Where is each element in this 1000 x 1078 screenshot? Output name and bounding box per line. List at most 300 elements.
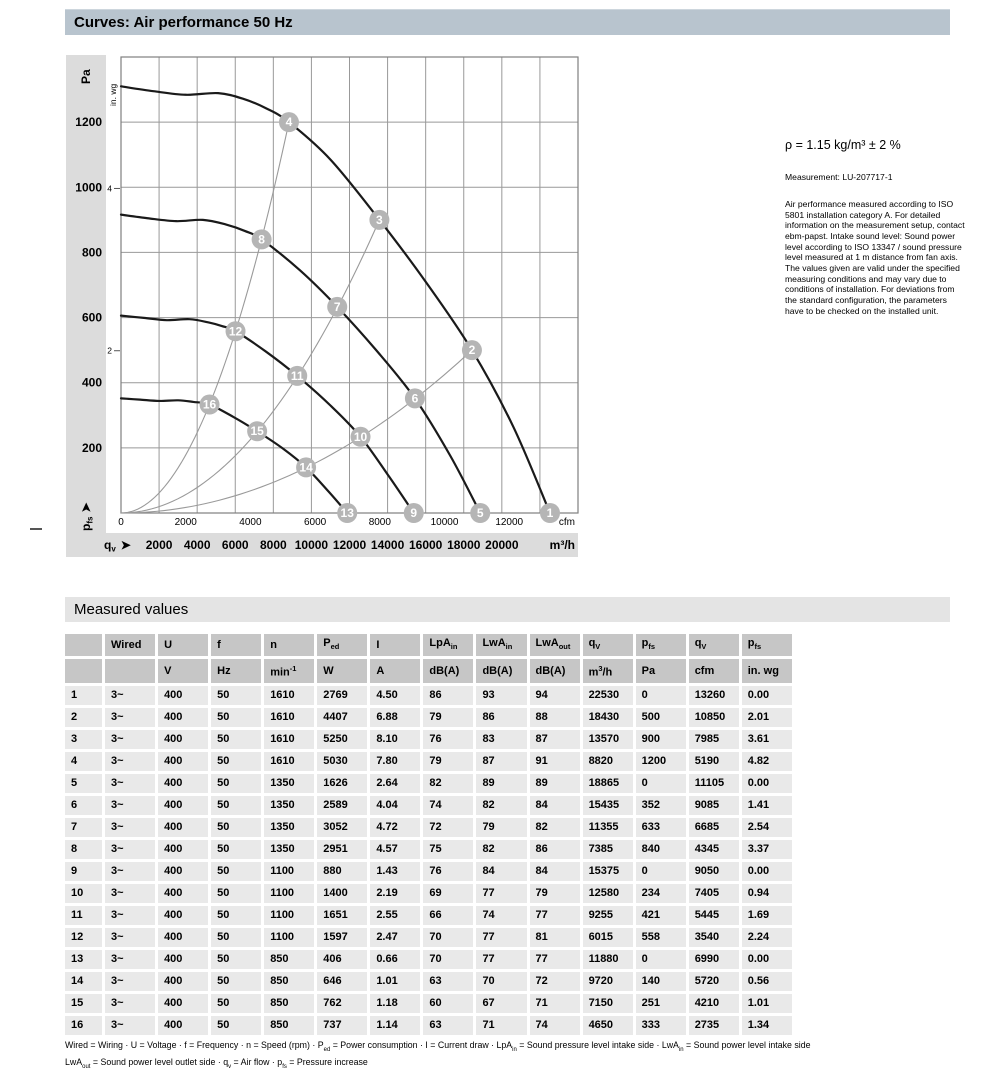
operating-point-number: 8 (258, 232, 265, 247)
col-unit: Hz (208, 659, 261, 683)
table-cell: 50 (208, 818, 261, 837)
table-cell: 4.82 (739, 752, 792, 771)
table-cell: 79 (420, 752, 473, 771)
m3h-tick-label: 2000 (145, 538, 173, 552)
table-cell: 7385 (580, 840, 633, 859)
col-unit: dB(A) (420, 659, 473, 683)
table-cell: 646 (314, 972, 367, 991)
table-cell: 2.55 (367, 906, 420, 925)
page-margin-mark (30, 528, 42, 530)
operating-point-number: 1 (546, 506, 554, 520)
col-unit: in. wg (739, 659, 792, 683)
measurement-id-note: Measurement: LU-207717-1 (785, 172, 893, 182)
table-cell: 13 (65, 950, 102, 969)
table-cell: 82 (473, 840, 526, 859)
table-cell: 11105 (686, 774, 739, 793)
table-cell: 1200 (633, 752, 686, 771)
table-cell: 1350 (261, 796, 314, 815)
table-cell: 2735 (686, 1016, 739, 1035)
y-tick-label: 1000 (75, 180, 102, 195)
table-cell: 1100 (261, 928, 314, 947)
table-cell: 9255 (580, 906, 633, 925)
density-note: ρ = 1.15 kg/m³ ± 2 % (785, 138, 901, 152)
table-cell: 1.43 (367, 862, 420, 881)
table-cell: 50 (208, 1016, 261, 1035)
table-cell: 4345 (686, 840, 739, 859)
table-cell: 87 (473, 752, 526, 771)
table-cell: 1.18 (367, 994, 420, 1013)
table-cell: 3.37 (739, 840, 792, 859)
table-cell: 76 (420, 862, 473, 881)
table-cell: 8.10 (367, 730, 420, 749)
table-cell: 3~ (102, 950, 155, 969)
table-cell: 67 (473, 994, 526, 1013)
table-row (65, 972, 792, 991)
table-cell: 3~ (102, 752, 155, 771)
col-header: U (155, 634, 208, 656)
table-cell: 400 (155, 1016, 208, 1035)
table-cell: 2951 (314, 840, 367, 859)
operating-point-number: 9 (410, 506, 418, 520)
table-cell: 737 (314, 1016, 367, 1035)
y-axis-band (66, 55, 106, 557)
table-cell: 421 (633, 906, 686, 925)
table-cell: 5030 (314, 752, 367, 771)
operating-point-number: 11 (290, 368, 304, 383)
table-cell: 79 (527, 884, 580, 903)
col-unit: Pa (633, 659, 686, 683)
table-cell: 3~ (102, 774, 155, 793)
table-cell: 400 (155, 862, 208, 881)
operating-point-number: 2 (468, 343, 476, 358)
col-header: LwA$_{in}$ (473, 634, 526, 656)
table-cell: 0 (633, 774, 686, 793)
inwg-tick-label: 2 (107, 345, 112, 356)
table-cell: 900 (633, 730, 686, 749)
system-resistance-line (121, 220, 379, 513)
table-cell: 1610 (261, 686, 314, 705)
table-cell: 2.54 (739, 818, 792, 837)
table-cell: 4210 (686, 994, 739, 1013)
m3h-tick-label: 14000 (370, 538, 405, 552)
table-cell: 8820 (580, 752, 633, 771)
cfm-tick-label: 12000 (495, 517, 524, 528)
table-cell: 10 (65, 884, 102, 903)
table-cell: 5720 (686, 972, 739, 991)
table-cell: 77 (527, 906, 580, 925)
cfm-tick-label: 10000 (430, 517, 459, 528)
table-cell: 72 (420, 818, 473, 837)
table-cell: 9085 (686, 796, 739, 815)
measurement-description: Air performance measured according to ISO 5801 installation category A. For detailed information on the measurement setup, contact ebm-papst. Intake sound level: Sound power level according to ISO 13347 / sound pressure level measured at 1 m distance from fan axis. The values given are valid under the specified measuring conditions and may vary due to conditions of installation. For deviations from the standard configuration, the parameters have to be checked on the installed unit. (785, 199, 965, 316)
m3h-tick-label: 12000 (332, 538, 367, 552)
y-axis-unit-pa: Pa (79, 69, 93, 84)
table-cell: 251 (633, 994, 686, 1013)
table-cell: 74 (527, 1016, 580, 1035)
table-cell: 2 (65, 708, 102, 727)
m3h-tick-label: 6000 (221, 538, 249, 552)
col-header: $p_{fs}$ (633, 634, 686, 656)
table-cell: 1610 (261, 752, 314, 771)
col-header: $q_V$ (686, 634, 739, 656)
table-cell: 0.00 (739, 862, 792, 881)
table-cell: 500 (633, 708, 686, 727)
table-row (65, 796, 792, 815)
legend-line-2: LwA$_{out}$ = Sound power level outlet side · $q_v$ = Air flow · $p_{fs}$ = Pressure increase (65, 1057, 368, 1070)
cfm-unit-label: cfm (558, 517, 575, 528)
table-cell: 7985 (686, 730, 739, 749)
y-axis-unit-inwg: in. wg (108, 83, 118, 106)
table-cell: 1350 (261, 774, 314, 793)
table-cell: 77 (473, 884, 526, 903)
cfm-tick-label: 8000 (368, 517, 391, 528)
table-cell: 400 (155, 752, 208, 771)
table-cell: 84 (527, 796, 580, 815)
table-cell: 1.69 (739, 906, 792, 925)
table-cell: 2.19 (367, 884, 420, 903)
cfm-tick-label: 6000 (303, 517, 327, 528)
operating-point-number: 16 (202, 397, 217, 412)
table-cell: 1100 (261, 884, 314, 903)
table-cell: 86 (420, 686, 473, 705)
col-unit: W (314, 659, 367, 683)
col-header: f (208, 634, 261, 656)
x-axis-label-qv: $q_v$ ➤ (104, 538, 131, 554)
table-cell: 50 (208, 972, 261, 991)
table-cell: 15375 (580, 862, 633, 881)
table-cell: 50 (208, 708, 261, 727)
col-unit: $\min^{-1}$ (261, 659, 314, 683)
table-row (65, 994, 792, 1013)
table-row (65, 774, 792, 793)
table-cell: 400 (155, 818, 208, 837)
col-header: LpA$_{in}$ (420, 634, 473, 656)
table-cell: 406 (314, 950, 367, 969)
col-header (65, 634, 102, 656)
col-unit: A (367, 659, 420, 683)
table-cell: 400 (155, 730, 208, 749)
table-cell: 633 (633, 818, 686, 837)
section-title-measured-values (65, 597, 950, 622)
table-cell: 333 (633, 1016, 686, 1035)
table-cell: 5250 (314, 730, 367, 749)
m3h-tick-label: 20000 (485, 538, 519, 552)
table-cell: 50 (208, 862, 261, 881)
operating-point-number: 13 (340, 506, 354, 520)
table-cell: 93 (473, 686, 526, 705)
table-cell: 7 (65, 818, 102, 837)
table-cell: 89 (527, 774, 580, 793)
measured-values-table (65, 631, 792, 1038)
abbreviations-legend (65, 1038, 995, 1072)
measured-values-title-text: Measured values (74, 601, 189, 618)
m3h-tick-label: 18000 (447, 538, 481, 552)
table-cell: 400 (155, 686, 208, 705)
table-cell: 9720 (580, 972, 633, 991)
cfm-tick-label: 0 (118, 517, 124, 528)
table-cell: 12580 (580, 884, 633, 903)
table-cell: 850 (261, 994, 314, 1013)
table-cell: 81 (527, 928, 580, 947)
table-cell: 10850 (686, 708, 739, 727)
table-cell: 7150 (580, 994, 633, 1013)
operating-point-number: 6 (411, 391, 419, 406)
table-cell: 89 (473, 774, 526, 793)
table-cell: 87 (527, 730, 580, 749)
table-cell: 7.80 (367, 752, 420, 771)
operating-point-number: 4 (285, 115, 293, 130)
table-cell: 1597 (314, 928, 367, 947)
table-cell: 3~ (102, 730, 155, 749)
table-cell: 1400 (314, 884, 367, 903)
m3h-tick-label: 4000 (183, 538, 211, 552)
fan-curve-1100rpm (121, 316, 414, 513)
col-header: Wired (102, 634, 155, 656)
y-tick-label: 400 (81, 375, 102, 390)
table-cell: 11355 (580, 818, 633, 837)
table-cell: 7405 (686, 884, 739, 903)
table-cell: 4.72 (367, 818, 420, 837)
table-cell: 850 (261, 950, 314, 969)
table-row (65, 928, 792, 947)
section-title-curves (65, 9, 950, 35)
table-cell: 11 (65, 906, 102, 925)
table-row (65, 730, 792, 749)
table-cell: 850 (261, 972, 314, 991)
table-cell: 1100 (261, 906, 314, 925)
table-cell: 840 (633, 840, 686, 859)
table-row (65, 686, 792, 705)
table-cell: 4.04 (367, 796, 420, 815)
col-header: n (261, 634, 314, 656)
table-cell: 74 (420, 796, 473, 815)
table-cell: 4 (65, 752, 102, 771)
table-cell: 6990 (686, 950, 739, 969)
y-tick-label: 800 (81, 245, 102, 260)
table-cell: 1610 (261, 730, 314, 749)
table-cell: 2.47 (367, 928, 420, 947)
table-cell: 50 (208, 950, 261, 969)
table-cell: 3052 (314, 818, 367, 837)
table-cell: 77 (527, 950, 580, 969)
col-unit: dB(A) (527, 659, 580, 683)
table-cell: 50 (208, 906, 261, 925)
table-cell: 63 (420, 972, 473, 991)
table-cell: 400 (155, 928, 208, 947)
table-header (65, 634, 792, 683)
chart-notes (785, 138, 965, 316)
table-cell: 850 (261, 1016, 314, 1035)
table-cell: 72 (527, 972, 580, 991)
legend-line-1: Wired = Wiring · U = Voltage · f = Frequency · n = Speed $(rpm) \cdot P_{ed}$ = Power consumption · I = Current draw · LpA$_{in}$ = Sound pressure level intake side · LwA$_{in}$ = Sound power level intake side (65, 1040, 811, 1053)
table-cell: 16 (65, 1016, 102, 1035)
table-cell: 82 (420, 774, 473, 793)
table-cell: 9 (65, 862, 102, 881)
table-cell: 3~ (102, 972, 155, 991)
table-cell: 22530 (580, 686, 633, 705)
operating-point-number: 15 (250, 424, 264, 439)
table-cell: 0.56 (739, 972, 792, 991)
table-cell: 50 (208, 686, 261, 705)
table-cell: 0 (633, 950, 686, 969)
table-cell: 50 (208, 928, 261, 947)
table-row (65, 862, 792, 881)
header-row (65, 659, 792, 683)
table-cell: 0.00 (739, 950, 792, 969)
table-cell: 762 (314, 994, 367, 1013)
table-cell: 1.01 (367, 972, 420, 991)
operating-point-number: 14 (299, 460, 313, 475)
table-cell: 50 (208, 884, 261, 903)
table-cell: 6685 (686, 818, 739, 837)
table-cell: 352 (633, 796, 686, 815)
table-cell: 2589 (314, 796, 367, 815)
table-cell: 1350 (261, 818, 314, 837)
table-cell: 63 (420, 1016, 473, 1035)
table-cell: 77 (473, 950, 526, 969)
table-cell: 18865 (580, 774, 633, 793)
table-cell: 400 (155, 774, 208, 793)
table-cell: 140 (633, 972, 686, 991)
col-unit: $m^3/h$ (580, 659, 633, 683)
table-cell: 12 (65, 928, 102, 947)
cfm-tick-label: 4000 (239, 517, 262, 528)
col-unit: dB(A) (473, 659, 526, 683)
table-row (65, 708, 792, 727)
table-row (65, 884, 792, 903)
table-cell: 4.57 (367, 840, 420, 859)
table-cell: 3~ (102, 906, 155, 925)
table-cell: 13570 (580, 730, 633, 749)
operating-point-number: 7 (333, 299, 341, 314)
table-cell: 5190 (686, 752, 739, 771)
table-cell: 4650 (580, 1016, 633, 1035)
table-cell: 50 (208, 730, 261, 749)
table-cell: 6.88 (367, 708, 420, 727)
table-cell: 3~ (102, 928, 155, 947)
operating-point-number: 12 (228, 324, 243, 339)
table-cell: 4407 (314, 708, 367, 727)
table-cell: 1100 (261, 862, 314, 881)
col-header: I (367, 634, 420, 656)
table-cell: 3~ (102, 862, 155, 881)
table-cell: 1651 (314, 906, 367, 925)
table-cell: 50 (208, 774, 261, 793)
table-cell: 0.94 (739, 884, 792, 903)
table-cell: 84 (527, 862, 580, 881)
table-cell: 71 (473, 1016, 526, 1035)
m3h-tick-label: 8000 (259, 538, 287, 552)
table-cell: 0 (633, 686, 686, 705)
table-cell: 1.34 (739, 1016, 792, 1035)
table-cell: 50 (208, 994, 261, 1013)
table-cell: 94 (527, 686, 580, 705)
table-cell: 11880 (580, 950, 633, 969)
table-cell: 1.41 (739, 796, 792, 815)
table-cell: 6015 (580, 928, 633, 947)
table-cell: 3 (65, 730, 102, 749)
col-header: $p_{fs}$ (739, 634, 792, 656)
table-cell: 13260 (686, 686, 739, 705)
table-cell: 1350 (261, 840, 314, 859)
table-cell: 2.01 (739, 708, 792, 727)
table-cell: 60 (420, 994, 473, 1013)
table-cell: 3~ (102, 686, 155, 705)
table-cell: 5445 (686, 906, 739, 925)
table-row (65, 840, 792, 859)
y-axis-label-pfs: $p_{fs}➤$ (79, 502, 95, 531)
col-header: LwA$_{out}$ (527, 634, 580, 656)
table-cell: 74 (473, 906, 526, 925)
table-cell: 70 (420, 928, 473, 947)
table-row (65, 1016, 792, 1035)
operating-point-number: 10 (353, 429, 368, 444)
table-cell: 15435 (580, 796, 633, 815)
table-cell: 79 (420, 708, 473, 727)
table-row (65, 752, 792, 771)
table-cell: 6 (65, 796, 102, 815)
operating-point-number: 5 (476, 506, 484, 520)
table-cell: 83 (473, 730, 526, 749)
col-header: $P_{ed}$ (314, 634, 367, 656)
table-cell: 8 (65, 840, 102, 859)
table-cell: 88 (527, 708, 580, 727)
table-cell: 400 (155, 840, 208, 859)
table-cell: 2.64 (367, 774, 420, 793)
table-cell: 400 (155, 994, 208, 1013)
table-cell: 400 (155, 708, 208, 727)
y-tick-label: 1200 (75, 115, 102, 130)
table-cell: 70 (473, 972, 526, 991)
table-cell: 18430 (580, 708, 633, 727)
table-cell: 66 (420, 906, 473, 925)
table-cell: 1 (65, 686, 102, 705)
table-cell: 86 (527, 840, 580, 859)
table-row (65, 950, 792, 969)
operating-point-number: 3 (376, 212, 383, 227)
table-cell: 86 (473, 708, 526, 727)
table-cell: 69 (420, 884, 473, 903)
inwg-tick-label: 4 (107, 183, 112, 194)
cfm-tick-label: 2000 (174, 517, 197, 528)
table-cell: 0 (633, 862, 686, 881)
table-cell: 5 (65, 774, 102, 793)
table-cell: 50 (208, 752, 261, 771)
table-cell: 3~ (102, 708, 155, 727)
table-cell: 91 (527, 752, 580, 771)
curves-title-text: Curves: Air performance 50 Hz (74, 14, 293, 31)
table-cell: 71 (527, 994, 580, 1013)
table-cell: 3~ (102, 840, 155, 859)
table-cell: 3~ (102, 994, 155, 1013)
table-cell: 79 (473, 818, 526, 837)
table-cell: 15 (65, 994, 102, 1013)
table-cell: 82 (473, 796, 526, 815)
table-cell: 0.00 (739, 774, 792, 793)
table-cell: 400 (155, 796, 208, 815)
col-header: $q_V$ (580, 634, 633, 656)
table-cell: 1626 (314, 774, 367, 793)
m3h-unit-label: m³/h (549, 538, 575, 552)
table-cell: 2.24 (739, 928, 792, 947)
table-cell: 3~ (102, 818, 155, 837)
table-cell: 558 (633, 928, 686, 947)
table-cell: 400 (155, 972, 208, 991)
table-row (65, 906, 792, 925)
col-unit: V (155, 659, 208, 683)
col-unit: cfm (686, 659, 739, 683)
table-cell: 70 (420, 950, 473, 969)
